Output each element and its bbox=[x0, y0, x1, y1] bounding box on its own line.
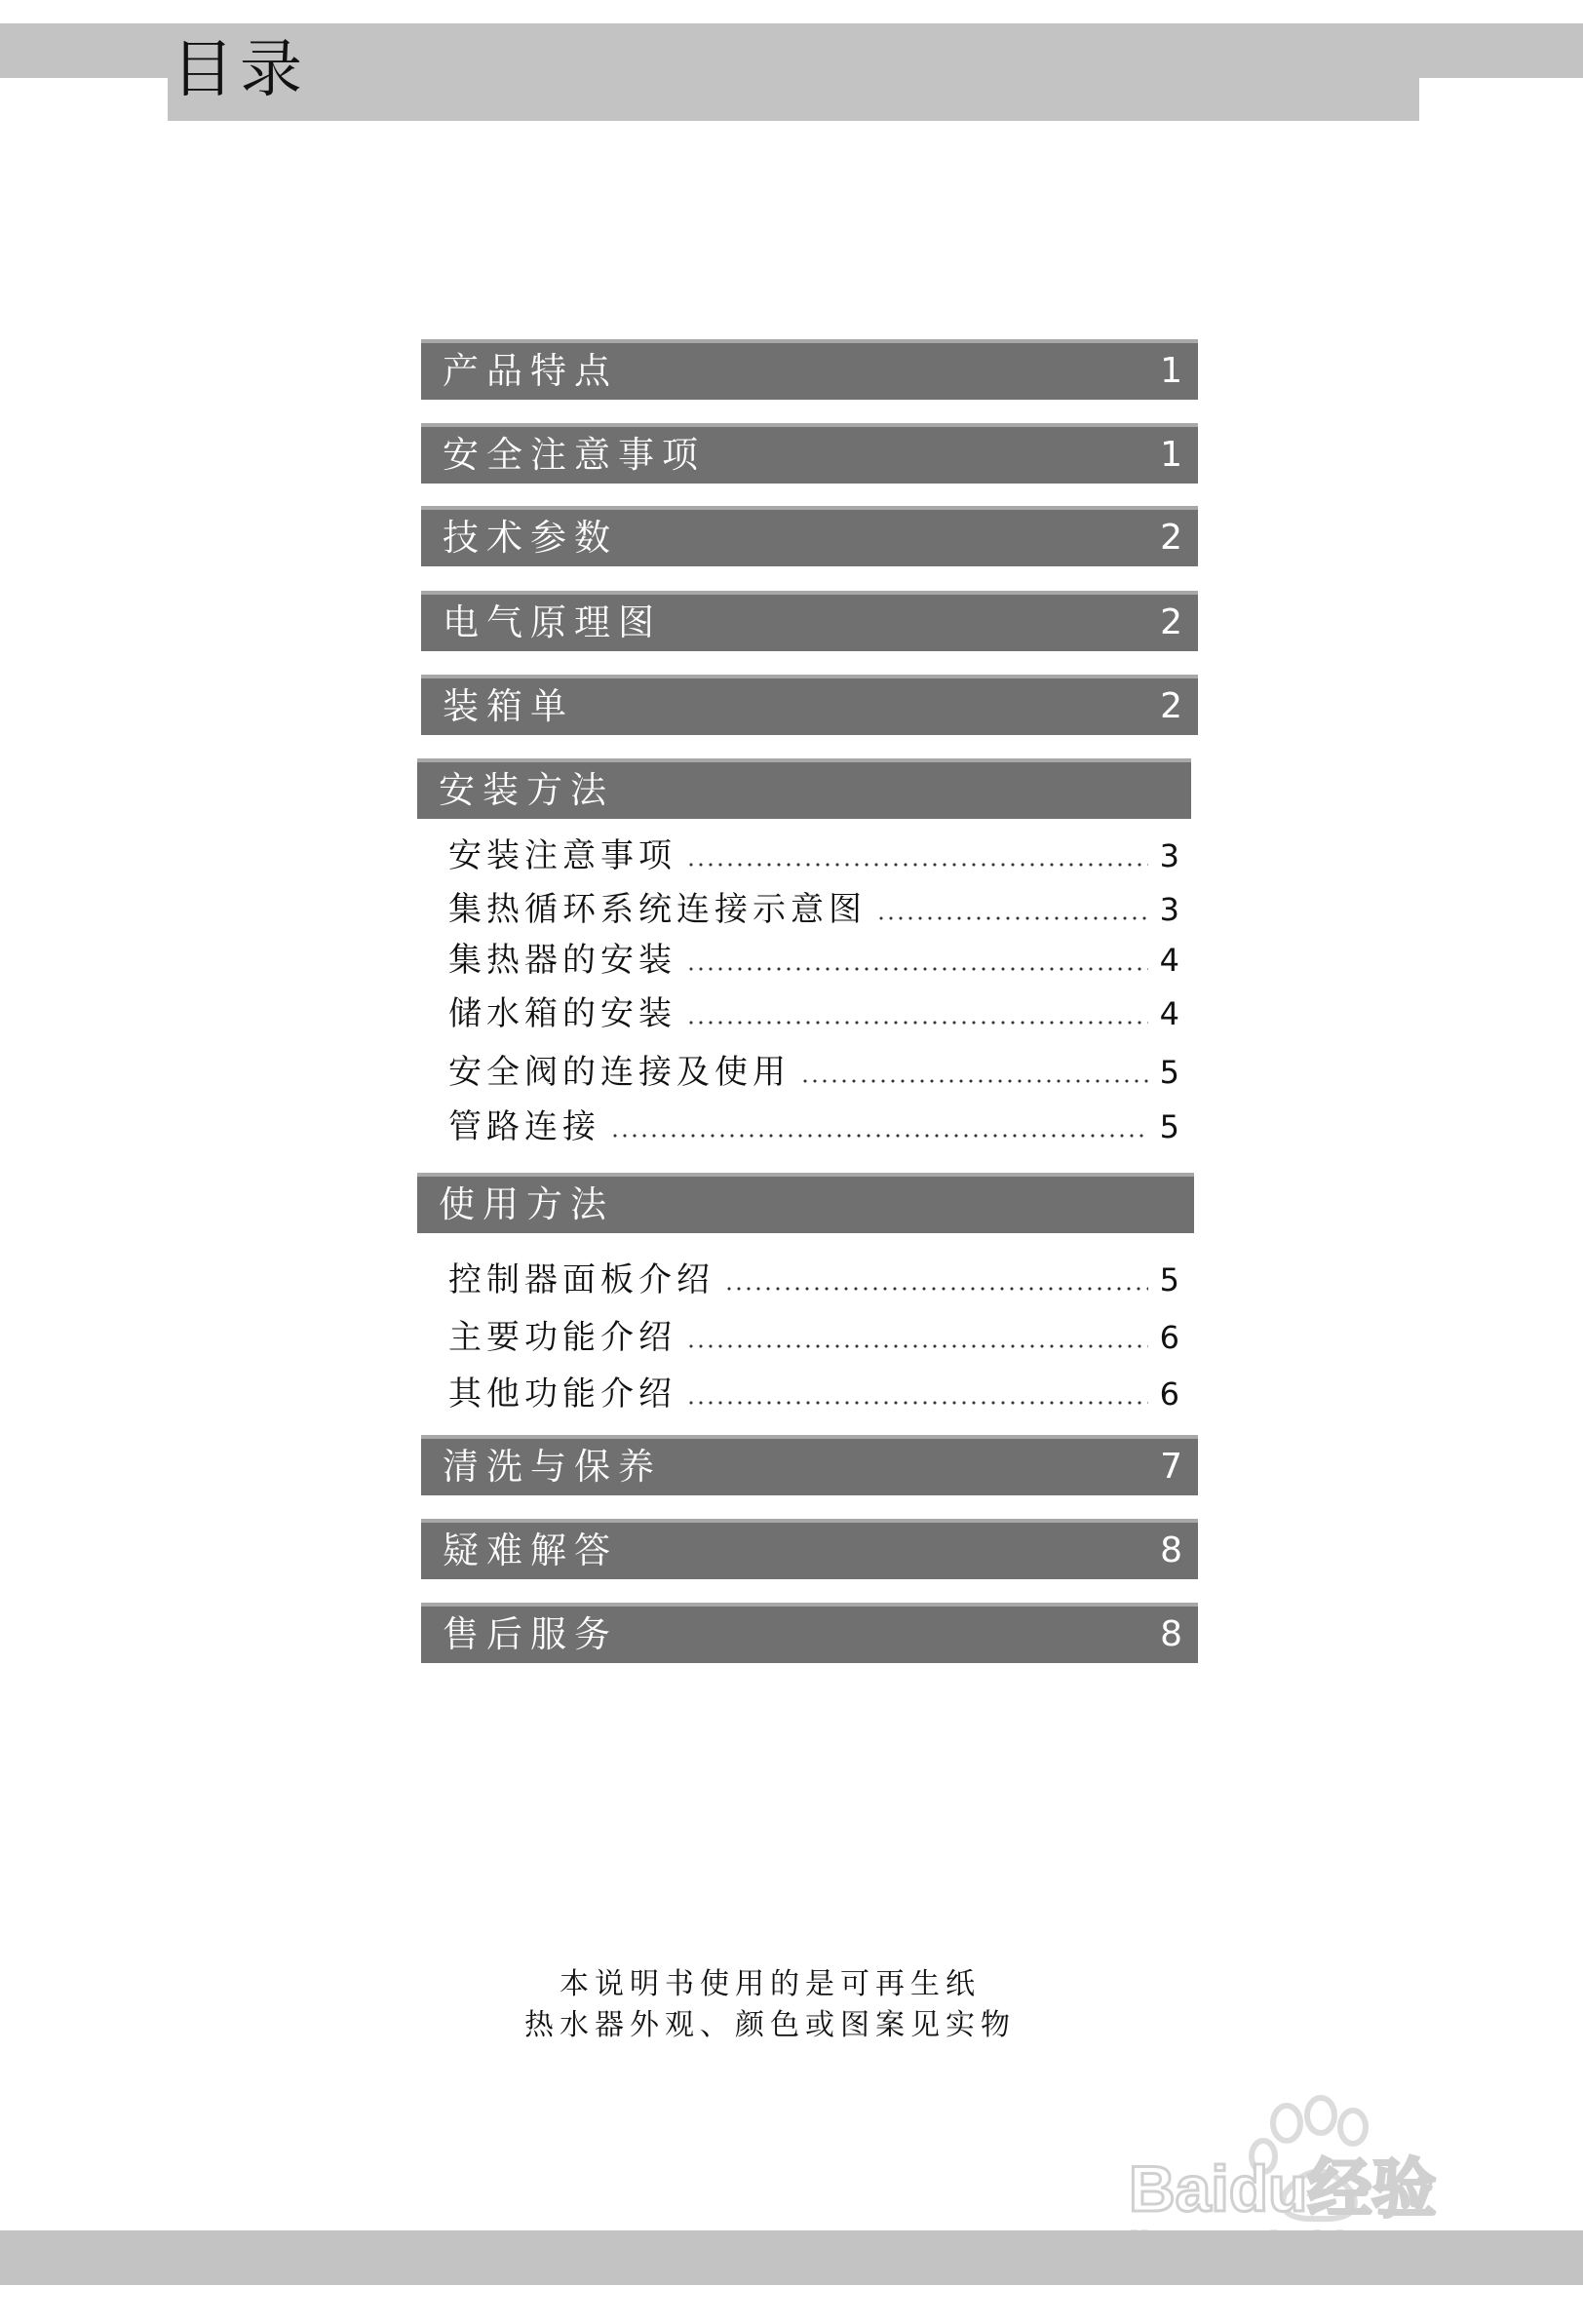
toc-entry[interactable] bbox=[448, 1104, 1179, 1149]
entry-page: 5 bbox=[1159, 1108, 1179, 1145]
section-label: 疑难解答 bbox=[443, 1530, 618, 1571]
dot-leader bbox=[686, 863, 1148, 867]
toc-section-safety[interactable] bbox=[421, 427, 1198, 484]
toc-section-circuit[interactable] bbox=[421, 595, 1198, 651]
dot-leader bbox=[724, 1287, 1148, 1291]
section-label: 安全注意事项 bbox=[443, 434, 706, 476]
toc-entry[interactable] bbox=[448, 887, 1179, 932]
section-page: 8 bbox=[1160, 1530, 1182, 1570]
toc-entry[interactable] bbox=[448, 1050, 1179, 1095]
appearance-note: 热水器外观、颜色或图案见实物 bbox=[524, 2008, 1016, 2042]
entry-page: 6 bbox=[1159, 1319, 1179, 1356]
entry-label: 安全阀的连接及使用 bbox=[448, 1053, 791, 1092]
entry-label: 安装注意事项 bbox=[448, 836, 676, 875]
toc-section-specs[interactable] bbox=[421, 510, 1198, 566]
toc-entry[interactable] bbox=[448, 1372, 1179, 1416]
watermark-brand: Baidu经验 bbox=[1129, 2152, 1437, 2225]
toc-section-after-sales[interactable] bbox=[421, 1607, 1198, 1663]
section-label: 电气原理图 bbox=[443, 601, 662, 643]
section-page: 2 bbox=[1160, 602, 1182, 642]
toc-section-product-features[interactable] bbox=[421, 343, 1198, 400]
toc-entry[interactable] bbox=[448, 1258, 1179, 1302]
entry-page: 4 bbox=[1159, 942, 1179, 979]
dot-leader bbox=[800, 1079, 1148, 1083]
section-page: 1 bbox=[1160, 435, 1182, 475]
entry-label: 集热器的安装 bbox=[448, 941, 676, 980]
section-label: 技术参数 bbox=[443, 517, 618, 559]
entry-label: 其他功能介绍 bbox=[448, 1375, 676, 1414]
dot-leader bbox=[610, 1134, 1148, 1138]
page-title: 目录 bbox=[172, 34, 308, 106]
section-page: 2 bbox=[1160, 518, 1182, 558]
toc-section-troubleshooting[interactable] bbox=[421, 1523, 1198, 1579]
toc-section-usage[interactable] bbox=[417, 1177, 1194, 1233]
entry-page: 5 bbox=[1159, 1054, 1179, 1091]
section-page: 2 bbox=[1160, 686, 1182, 726]
section-label: 装箱单 bbox=[443, 685, 574, 727]
toc-entry[interactable] bbox=[448, 991, 1179, 1036]
entry-label: 集热循环系统连接示意图 bbox=[448, 890, 867, 929]
header-tab bbox=[168, 23, 1419, 121]
entry-page: 3 bbox=[1159, 837, 1179, 874]
dot-leader bbox=[686, 967, 1148, 971]
footer-band bbox=[0, 2230, 1583, 2285]
recycled-paper-note: 本说明书使用的是可再生纸 bbox=[560, 1967, 981, 2001]
entry-label: 控制器面板介绍 bbox=[448, 1260, 714, 1299]
toc-entry[interactable] bbox=[448, 938, 1179, 983]
section-page: 1 bbox=[1160, 351, 1182, 391]
entry-label: 主要功能介绍 bbox=[448, 1318, 676, 1357]
section-label: 清洗与保养 bbox=[443, 1446, 662, 1488]
dot-leader bbox=[686, 1021, 1148, 1025]
dot-leader bbox=[876, 916, 1148, 920]
dot-leader bbox=[686, 1344, 1148, 1348]
toc-section-packing-list[interactable] bbox=[421, 678, 1198, 735]
section-page: 8 bbox=[1160, 1614, 1182, 1654]
dot-leader bbox=[686, 1401, 1148, 1405]
entry-page: 6 bbox=[1159, 1375, 1179, 1413]
toc-entry[interactable] bbox=[448, 1315, 1179, 1360]
entry-page: 5 bbox=[1159, 1261, 1179, 1298]
entry-page: 3 bbox=[1159, 891, 1179, 928]
toc-entry[interactable] bbox=[448, 833, 1179, 878]
section-page: 7 bbox=[1160, 1447, 1182, 1487]
section-label: 使用方法 bbox=[439, 1183, 614, 1225]
entry-label: 储水箱的安装 bbox=[448, 994, 676, 1033]
toc-section-cleaning[interactable] bbox=[421, 1439, 1198, 1495]
section-label: 售后服务 bbox=[443, 1613, 618, 1655]
entry-label: 管路连接 bbox=[448, 1107, 600, 1146]
section-label: 产品特点 bbox=[443, 350, 618, 392]
entry-page: 4 bbox=[1159, 995, 1179, 1032]
section-label: 安装方法 bbox=[439, 769, 614, 811]
toc-section-installation[interactable] bbox=[417, 762, 1191, 819]
